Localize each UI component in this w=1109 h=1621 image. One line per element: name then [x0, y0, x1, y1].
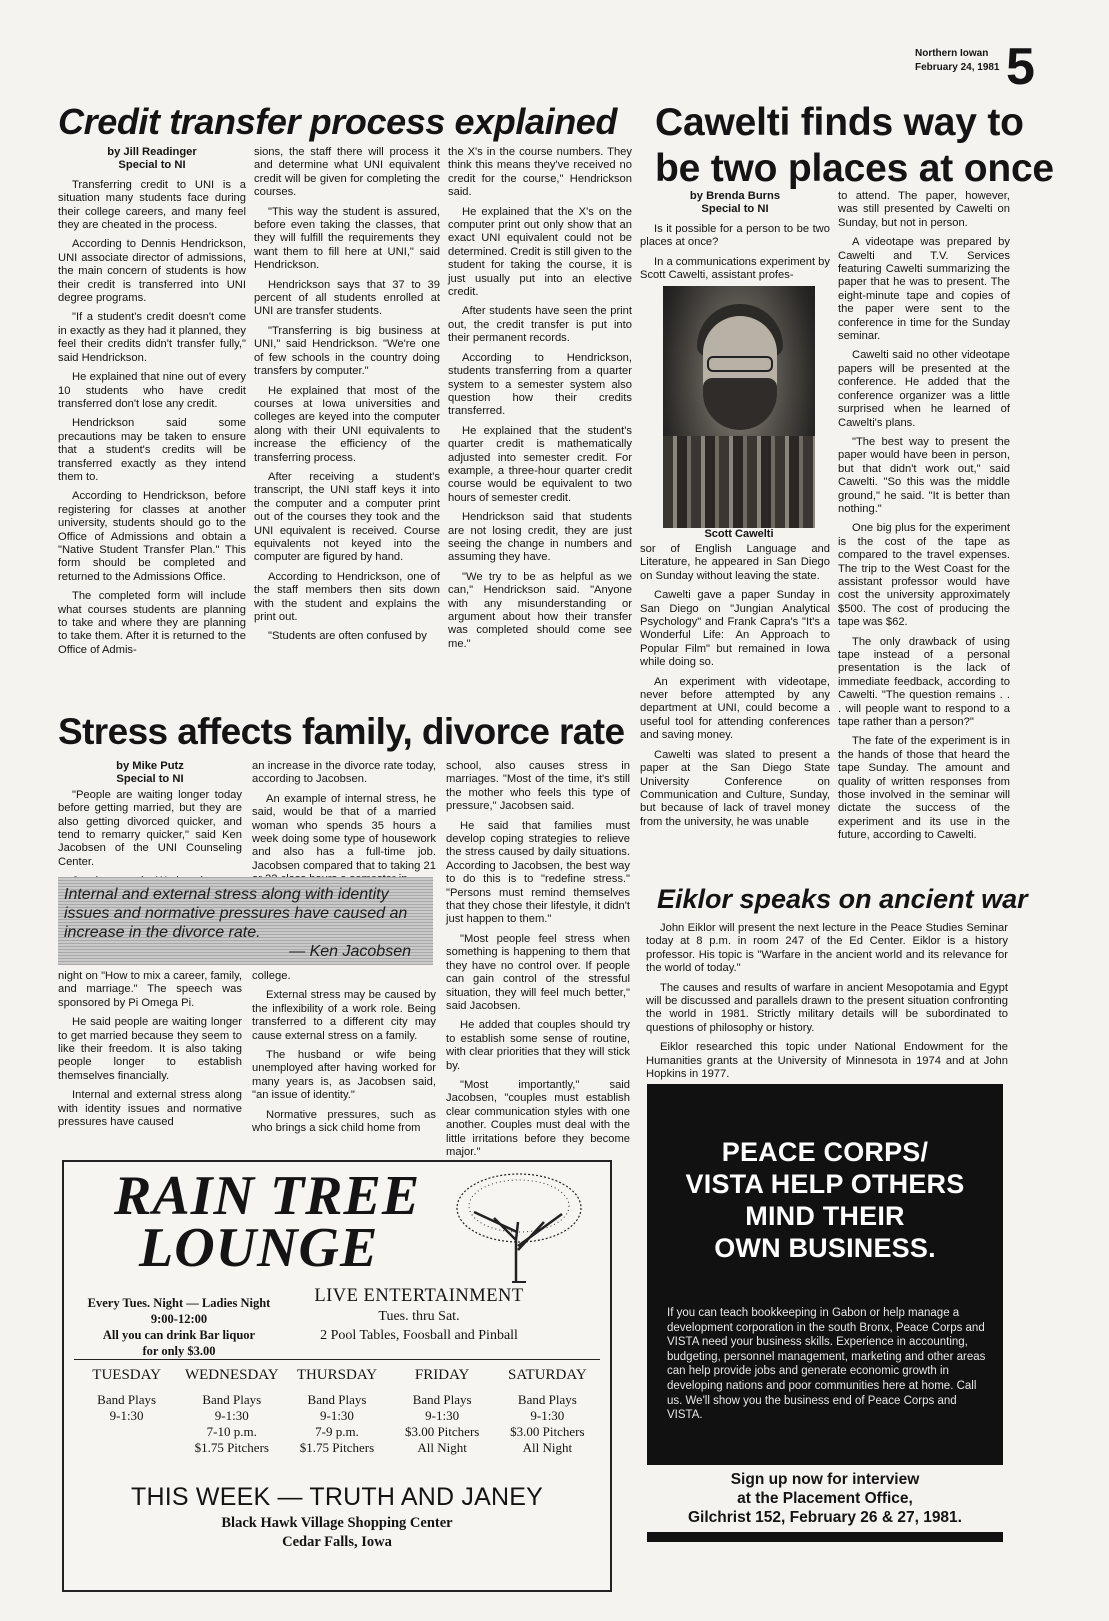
- headline-line: PEACE CORPS/: [721, 1137, 929, 1167]
- stress-column-2-bottom: [252, 970, 436, 1150]
- paragraph: Cawelti was slated to present a paper at the San Diego State University Conference on Communication and Culture, Sunday, but because of lack of travel money from the university, he was unable: [640, 748, 830, 828]
- paragraph: According to Hendrickson, before registering for classes at another university, students should go to the Office of Admissions and obtain a "Native Student Transfer Plan." This form should be completed and returned to the Admissions Office.: [58, 490, 246, 583]
- peacecorps-body: If you can teach bookkeeping in Gabon or help manage a development corporation in the south Bronx, Peace Corps and VISTA need your business skills. Experience in accounting, budgeting, personnel management, marketing and other areas can help provide jobs and generate economic growth in developing nations and poor communities here at home. Call us. We'll show you the business end of Peace Corps and VISTA.: [667, 1307, 986, 1422]
- games-line: 2 Pool Tables, Foosball and Pinball: [320, 1328, 518, 1343]
- byline-author: by Jill Readinger: [107, 146, 197, 158]
- paragraph: Is it possible for a person to be two places at once?: [640, 222, 830, 249]
- day-line: $3.00 Pitchers: [404, 1424, 480, 1439]
- paragraph: The completed form will include what courses students are planning to take and where they are planning to take them. After it is returned to the Office of Admis-: [58, 590, 246, 656]
- paragraph: sions, the staff there will process it and determine what UNI equivalent credit will be given for completing the courses.: [254, 146, 440, 199]
- paragraph: External stress may be caused by the inflexibility of a work role. Being transferred to a different city may cause external stress on a family.: [252, 989, 436, 1042]
- bottom-rule: [647, 1532, 1003, 1542]
- raintree-ad: [62, 1160, 612, 1592]
- paragraph: After students have seen the print out, the credit transfer is put into their permanent records.: [448, 305, 632, 345]
- paragraph: sor of English Language and Literature, he appeared in San Diego on Sunday without leaving the state.: [640, 543, 830, 582]
- live-title: LIVE ENTERTAINMENT: [314, 1286, 524, 1306]
- credit-byline: [58, 146, 246, 173]
- credit-column-2: [254, 146, 440, 696]
- paragraph: The only drawback of using tape instead of a personal presentation is the lack of immediate feedback, according to Cawelti. "The question remains . . . will people want to respond to a tape rather than a person?": [838, 635, 1010, 729]
- paragraph: In a communications experiment by Scott Cawelti, assistant profes-: [640, 255, 830, 282]
- paragraph: Eiklor researched this topic under National Endowment for the Humanities grants at the University of Minnesota in 1974 and at John Hopkins in 1977.: [646, 1041, 1008, 1081]
- paragraph: He explained that nine out of every 10 students who have credit transferred don't lose any credit.: [58, 371, 246, 410]
- day-line: Band Plays: [412, 1392, 472, 1407]
- day-line: Band Plays: [97, 1392, 157, 1407]
- day-line: $1.75 Pitchers: [299, 1440, 375, 1455]
- ladies-night-line: Every Tues. Night — Ladies Night: [87, 1296, 271, 1310]
- address-line: Cedar Falls, Iowa: [282, 1534, 392, 1550]
- weekly-schedule: [74, 1364, 600, 1456]
- divider: [74, 1359, 600, 1360]
- cawelti-column-1-bottom: [640, 543, 830, 863]
- pull-quote-text: Internal and external stress along with identity issues and normative pressures have caused an increase in the divorce rate.: [64, 886, 408, 941]
- paragraph: John Eiklor will present the next lecture in the Peace Studies Seminar today at 8 p.m. in room 247 of the Ed Center. Eiklor is a history professor. His topic is "Warfare in the ancient world and its relevance for the world of today.": [646, 922, 1008, 975]
- paragraph: According to Dennis Hendrickson, UNI associate director of admissions, the main concern of students is how their credit is transferred into UNI degree programs.: [58, 238, 246, 305]
- ladies-night: [70, 1295, 288, 1359]
- byline-special: Special to NI: [701, 203, 769, 216]
- paragraph: The causes and results of warfare in ancient Mesopotamia and Egypt will be discussed and parallels drawn to the present situation confronting the world in 1981. Strictly military details will be subordinated to questions of philosophy or history.: [646, 981, 1008, 1034]
- paragraph: He added that couples should try to establish some sense of routine, with clear priorities that they will stick by.: [446, 1019, 630, 1072]
- paragraph: college.: [252, 970, 291, 982]
- paragraph: An example of internal stress, he said, would be that of a married woman who spends 35 hours a week doing some type of housework and also has a full-time job. Jacobsen compared that to taking 21: [252, 792, 436, 872]
- stress-headline: Stress affects family, divorce rate: [58, 711, 625, 752]
- eiklor-text: [646, 922, 1008, 1081]
- tree-icon: [454, 1170, 584, 1285]
- paragraph: A videotape was prepared by Cawelti and T.V. Services featuring Cawelti summarizing the paper that he was to present. The eight-minute tape and copies of the paper were sent to the conference in time for the Sunday seminar.: [838, 236, 1010, 343]
- day-line: $1.75 Pitchers: [194, 1440, 269, 1455]
- byline-author: by Mike Putz: [116, 760, 184, 772]
- eiklor-headline: Eiklor speaks on ancient war: [657, 884, 1028, 914]
- paragraph: He explained that the X's on the computer print out only show that an exact UNI equivalent could not be determined. Credit is still given to the student for taking the course, it is just usually put into an elective credit.: [448, 205, 632, 299]
- day-line: All Night: [522, 1440, 573, 1455]
- day-line: 9-1:30: [319, 1408, 354, 1423]
- day-line: 9-1:30: [425, 1408, 460, 1423]
- day-line: 7-9 p.m.: [315, 1424, 359, 1439]
- paragraph: An experiment with videotape, never before attempted by any department at UNI, could become a useful tool for attending conferences and saving money.: [640, 675, 830, 742]
- byline-special: Special to NI: [118, 159, 186, 172]
- day-name: WEDNESDAY: [184, 1367, 279, 1383]
- address-line: Black Hawk Village Shopping Center: [221, 1515, 453, 1531]
- paragraph: After receiving a student's transcript, the UNI staff keys it into the computer and a computer print out of the courses they took and the UNI equivalent is received. Course equivalents not keyed into the computer are figured by hand.: [254, 470, 440, 564]
- day-line: All Night: [417, 1440, 467, 1455]
- headline-line: OWN BUSINESS.: [714, 1233, 936, 1263]
- paragraph: "If a student's credit doesn't come in exactly as they had it planned, they feel their credits didn't transfer fully," said Hendrickson.: [58, 311, 246, 364]
- paragraph: "We try to be as helpful as we can," Hendrickson said. "Anyone with any misunderstanding or argument about how their transfer was completed should come see me.": [448, 570, 632, 650]
- schedule-day: [392, 1364, 492, 1456]
- paragraph: According to Hendrickson, students transferring from a quarter system to a semester system also question how their credits transferred.: [448, 351, 632, 418]
- paragraph: The husband or wife being unemployed after having worked for many years is, as Jacobsen said, "an issue of identity.": [252, 1049, 436, 1102]
- headline-line: MIND THEIR: [745, 1201, 905, 1231]
- cawelti-column-1-top: [640, 190, 830, 286]
- schedule-day: [77, 1364, 177, 1456]
- cawelti-column-2: [838, 190, 1010, 865]
- headline-line: VISTA HELP OTHERS: [685, 1169, 965, 1199]
- paragraph: "This way the student is assured, before even taking the classes, that they will fulfill the requirements they want them to fill here at UNI," said Hendrickson.: [254, 205, 440, 272]
- cawelti-photo: [663, 286, 815, 526]
- paragraph: night on "How to mix a career, family, and marriage." The speech was sponsored by Pi Omega Pi.: [58, 970, 242, 1009]
- photo-caption: Scott Cawelti: [704, 528, 774, 540]
- raintree-title-line2: LOUNGE: [139, 1217, 379, 1279]
- paragraph: He explained that most of the courses at Iowa universities and colleges are keyed into the computer along with their UNI equivalents to increase the efficiency of the transferring process.: [254, 384, 440, 464]
- day-line: 9-1:30: [109, 1408, 144, 1423]
- peacecorps-signup: [647, 1470, 1003, 1527]
- pull-quote: [58, 877, 433, 965]
- day-line: Band Plays: [517, 1392, 577, 1407]
- paragraph: Transferring credit to UNI is a situation many students face during their college careers, and many feel they are cheated in the process.: [58, 178, 246, 232]
- day-line: $3.00 Pitchers: [510, 1424, 585, 1439]
- paragraph: to attend. The paper, however, was still presented by Cawelti on Sunday, but not in person.: [838, 190, 1010, 229]
- page-number: 5: [1006, 38, 1035, 96]
- day-line: Band Plays: [202, 1392, 262, 1407]
- credit-column-3: [448, 146, 632, 696]
- ladies-night-line: for only $3.00: [142, 1344, 216, 1358]
- paragraph: Cawelti gave a paper Sunday in San Diego on "Jungian Analytical Psychology" and Frank Capra's "It's a Wonderful Life: An Approach to Popular Film" but remained in Iowa while doing so.: [640, 589, 830, 669]
- paragraph: He said that families must develop coping strategies to relieve the stress caused by daily situations. According to Jacobsen, the best way to do this is to "redefine stress." "Persons must remind themselves that they chose their lifestyle, it didn't just happen to them.": [446, 819, 630, 926]
- raintree-address: [64, 1514, 610, 1552]
- paragraph: He said people are waiting longer to get married because they seem to like their freedom. It is also taking people longer to establish themselves financially.: [58, 1016, 242, 1082]
- stress-column-1-bottom: [58, 970, 242, 1150]
- cawelti-byline: [640, 190, 830, 217]
- paragraph: Hendrickson said some precautions may be taken to ensure that a student's credits will be transferred exactly as they intend them to.: [58, 417, 246, 483]
- raintree-title-line1: RAIN TREE: [114, 1165, 421, 1227]
- paragraph: school, also causes stress in marriages. "Most of the time, it's still the mother who feels this type of pressure," Jacobsen said.: [446, 760, 630, 813]
- byline-author: by Brenda Burns: [689, 190, 781, 202]
- peacecorps-headline: [647, 1136, 1003, 1264]
- signup-line: Gilchrist 152, February 26 & 27, 1981.: [688, 1509, 962, 1526]
- ladies-night-line: 9:00-12:00: [150, 1312, 208, 1326]
- paragraph: Hendrickson says that 37 to 39 percent of all students enrolled at UNI are transfer students.: [254, 278, 440, 318]
- paragraph: "Most people feel stress when something is happening to them that they have no control over. If people can gain control of the stressful situation, they will feel much better," said Jacobsen.: [446, 932, 630, 1012]
- paragraph: "Transferring is big business at UNI," said Hendrickson. "We're one of few schools in the country doing transfers by computer.": [254, 324, 440, 378]
- cawelti-headline: Cawelti finds way to be two places at once: [655, 101, 1054, 190]
- day-name: TUESDAY: [92, 1367, 161, 1383]
- pull-quote-attribution: — Ken Jacobsen: [289, 943, 411, 960]
- day-line: Band Plays: [307, 1392, 367, 1407]
- paragraph: Hendrickson said that students are not losing credit, they are just seeing the change in numbers and assuming they have.: [448, 511, 632, 564]
- day-name: SATURDAY: [508, 1367, 587, 1383]
- day-line: 9-1:30: [530, 1408, 565, 1423]
- live-days: Tues. thru Sat.: [378, 1309, 460, 1324]
- paragraph: "The best way to present the paper would have been in person, but that didn't work out," said Cawelti. "So this was the middle ground," he said. "It is better than nothing.": [838, 435, 1010, 515]
- this-week-banner: THIS WEEK — TRUTH AND JANEY: [131, 1483, 543, 1511]
- ladies-night-line: All you can drink Bar liquor: [102, 1328, 256, 1342]
- credit-headline: Credit transfer process explained: [58, 101, 618, 142]
- paragraph: The fate of the experiment is in the hands of those that heard the tape Sunday. The amount and quality of written responses from those involved in the seminar will dictate the success of the experiment and its use in the future, according to Cawelti.: [838, 735, 1010, 842]
- paragraph: He explained that the student's quarter credit is mathematically adjusted into semester credit. For example, a three-hour quarter credit course would be equivalent to two hours of semester credit.: [448, 424, 632, 504]
- signup-line: at the Placement Office,: [737, 1490, 913, 1507]
- day-name: FRIDAY: [414, 1367, 470, 1383]
- credit-column-1: [58, 146, 246, 696]
- schedule-day: [497, 1364, 597, 1456]
- paragraph: Cawelti said no other videotape papers will be presented at the conference. He added that the conference organizer was a little surprised when he learned of Cawelti's plans.: [838, 349, 1010, 429]
- paragraph: "Most importantly," said Jacobsen, "couples must establish clear communication styles with one another. Couples must deal with the little irritations before they become major.": [446, 1078, 630, 1158]
- issue-date: February 24, 1981: [915, 62, 1000, 73]
- paragraph: an increase in the divorce rate today, according to Jacobsen.: [252, 760, 436, 786]
- stress-column-2-top: [252, 760, 436, 872]
- day-name: THURSDAY: [296, 1367, 378, 1383]
- paragraph: "People are waiting longer today before getting married, but they are also getting divorced quicker, and tend to remarry quicker," said Ken Jacobsen of the UNI Counseling Center.: [58, 788, 242, 868]
- stress-column-1-top: [58, 760, 242, 872]
- signup-line: Sign up now for interview: [730, 1471, 920, 1488]
- paragraph: Normative pressures, such as who brings a sick child home from: [252, 1108, 436, 1135]
- stress-byline: [58, 760, 242, 787]
- paragraph: Internal and external stress along with identity issues and normative pressures have caused: [58, 1089, 242, 1129]
- paragraph: the X's in the course numbers. They think this means they've received no credit for the course," Hendrickson said.: [448, 146, 632, 199]
- byline-special: Special to NI: [116, 773, 184, 786]
- paper-name: Northern Iowan: [915, 48, 989, 59]
- day-line: 7-10 p.m.: [206, 1424, 257, 1439]
- paragraph: "Students are often confused by: [268, 630, 427, 643]
- paragraph: According to Hendrickson, one of the staff members then sits down with the student and explains the print out.: [254, 570, 440, 623]
- peacecorps-ad: [647, 1084, 1003, 1465]
- paragraph: One big plus for the experiment is the cost of the tape as compared to the travel expenses. The trip to the West Coast for the assistant professor would have cost the university approximately $500. The cost of producing the tape was $62.: [838, 522, 1010, 629]
- live-entertainment: [294, 1285, 544, 1345]
- day-line: 9-1:30: [214, 1408, 249, 1423]
- schedule-day: [287, 1364, 387, 1456]
- schedule-day: [182, 1364, 282, 1456]
- masthead: [915, 47, 1005, 75]
- stress-column-3: [446, 760, 630, 1158]
